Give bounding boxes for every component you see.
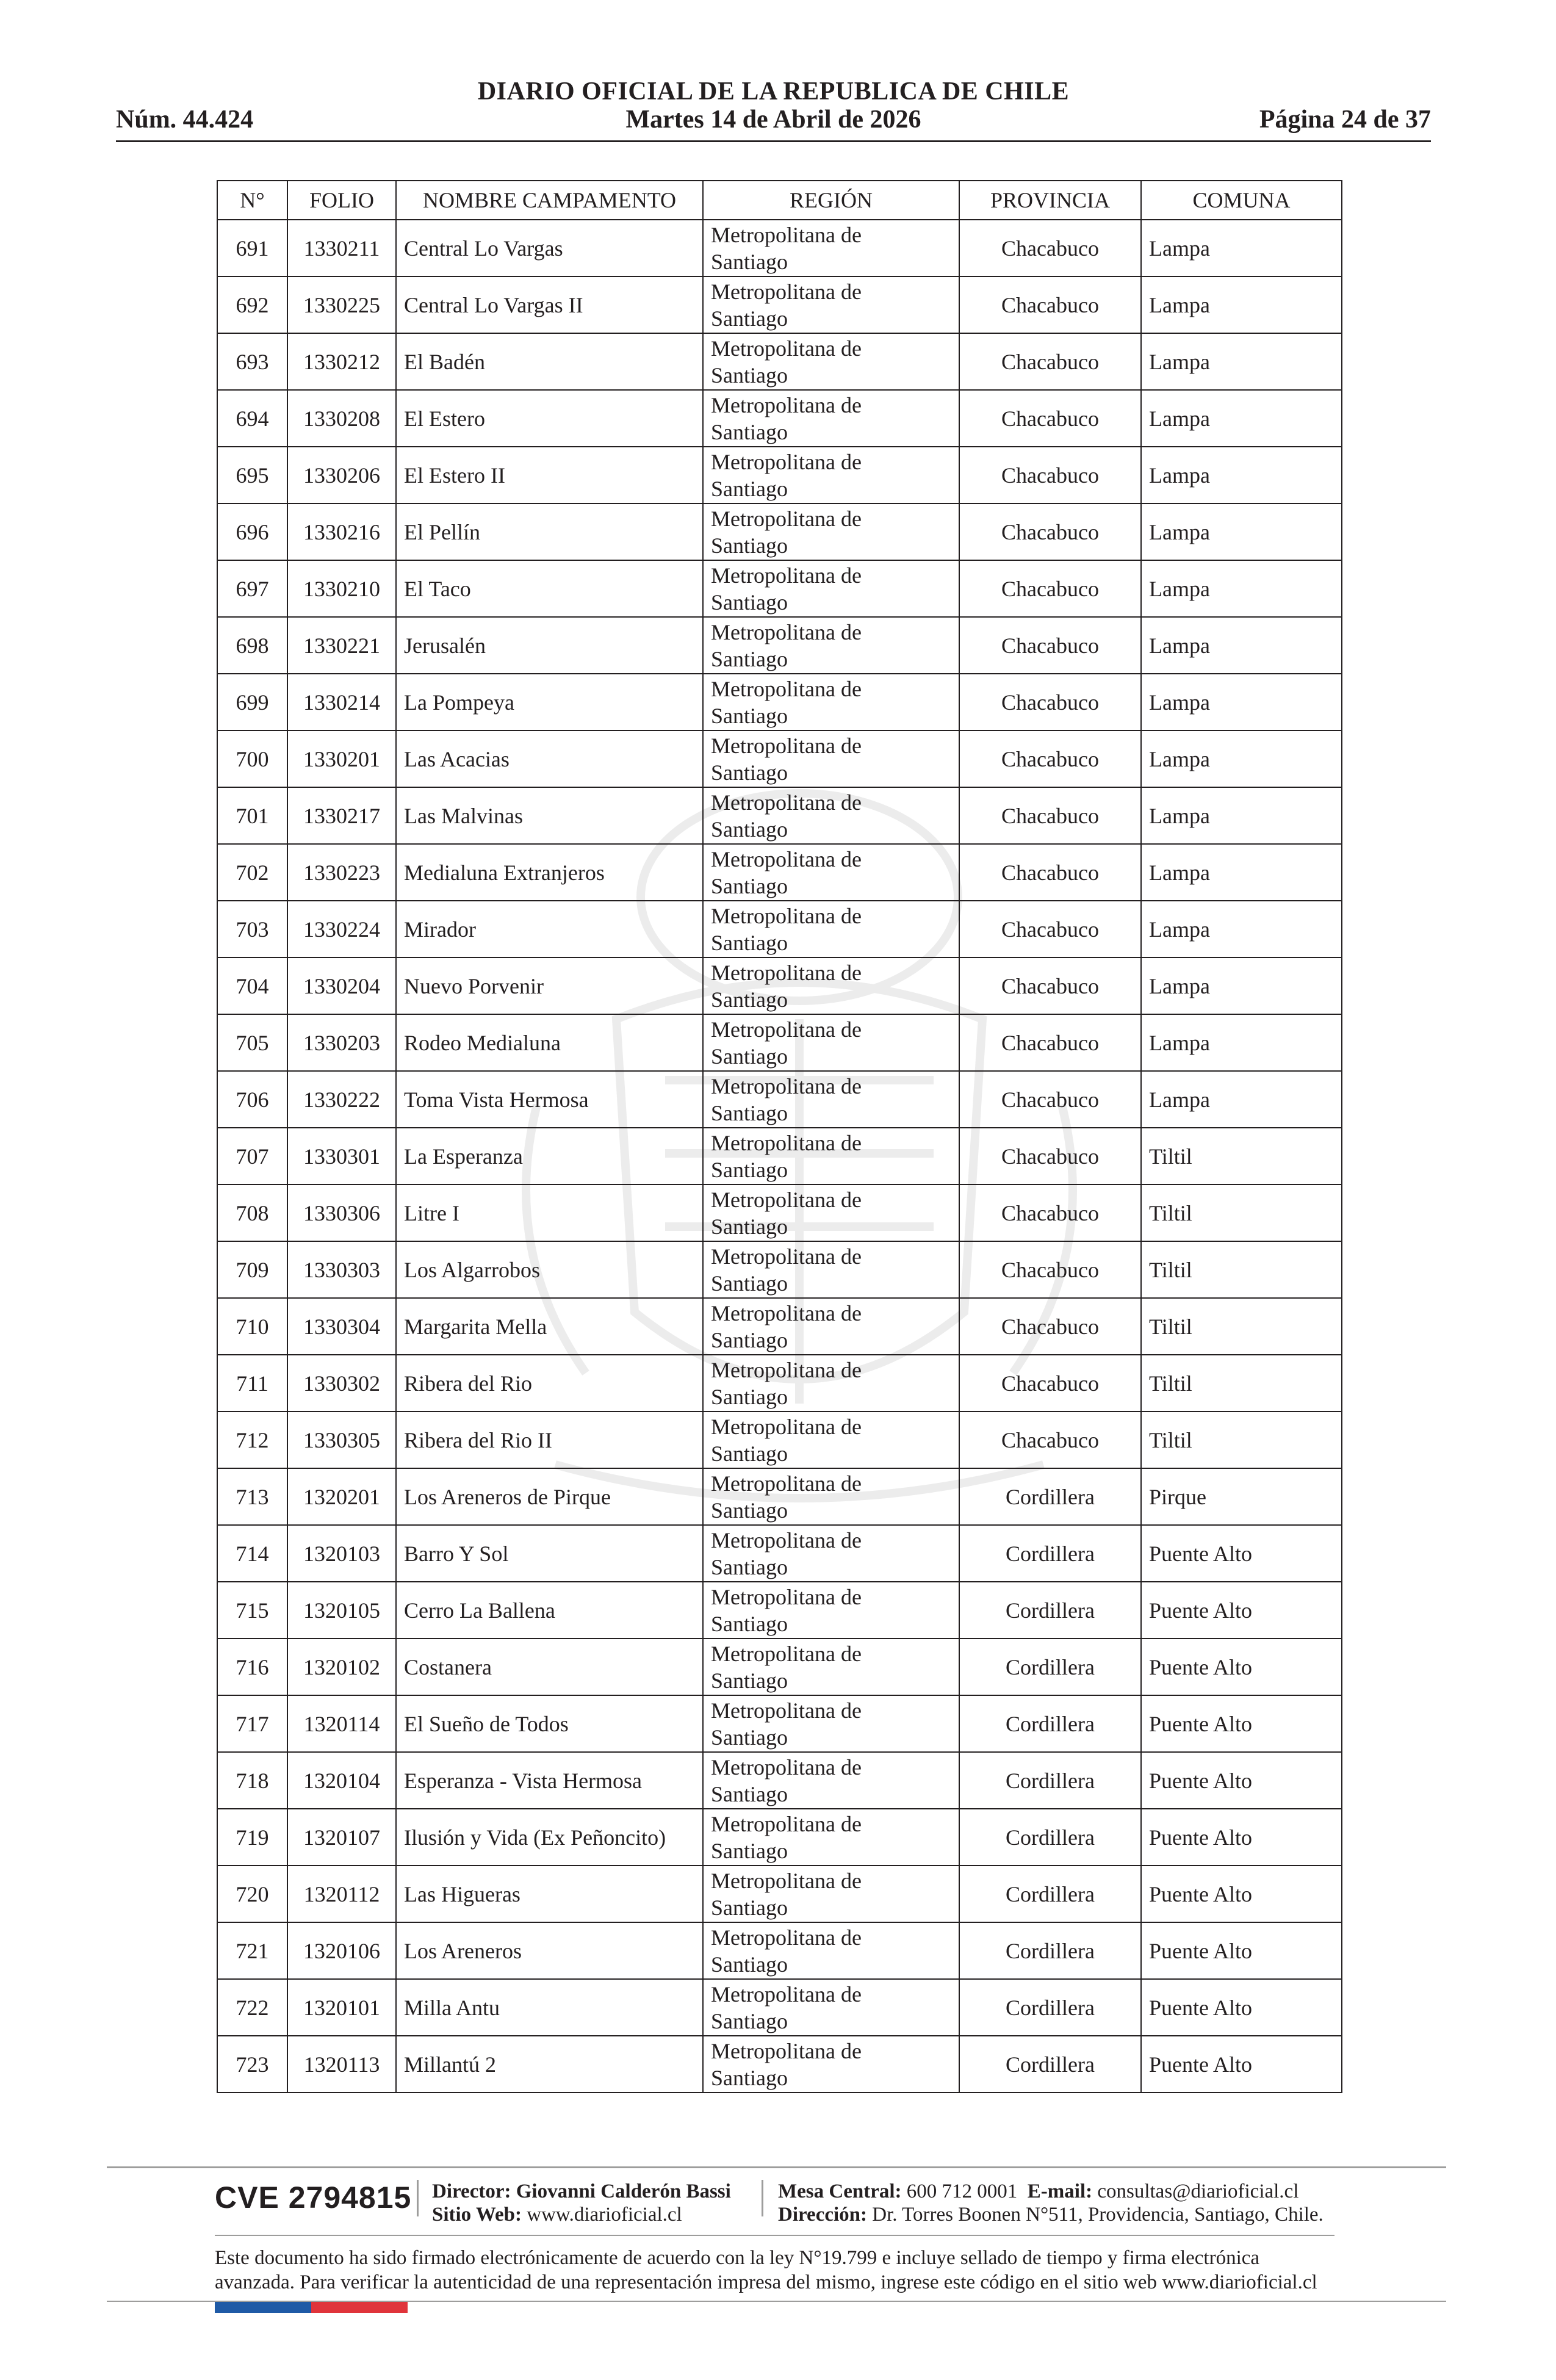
cell-comuna: Puente Alto <box>1141 1639 1342 1695</box>
cell-region: Metropolitana de Santiago <box>703 617 959 674</box>
cell-comuna: Puente Alto <box>1141 2036 1342 2093</box>
signature-notice-line: avanzada. Para verificar la autenticidad de una representación impresa del mismo, ingrese este código en el sitio web www.diarioficial.cl <box>215 2271 1317 2293</box>
cell-folio: 1320106 <box>287 1922 396 1979</box>
cell-region: Metropolitana de Santiago <box>703 1468 959 1525</box>
table-row <box>217 1639 1342 1695</box>
cell-comuna: Lampa <box>1141 560 1342 617</box>
cell-region: Metropolitana de Santiago <box>703 1128 959 1185</box>
footer-separator <box>762 2180 763 2216</box>
cell-province: Chacabuco <box>959 1128 1141 1185</box>
cell-comuna: Lampa <box>1141 617 1342 674</box>
cell-comuna: Lampa <box>1141 390 1342 447</box>
column-header-number: N° <box>217 181 287 220</box>
cell-province: Cordillera <box>959 1752 1141 1809</box>
table-row <box>217 390 1342 447</box>
table-row <box>217 1412 1342 1468</box>
cell-folio: 1330301 <box>287 1128 396 1185</box>
cell-province: Chacabuco <box>959 1298 1141 1355</box>
cell-folio: 1320113 <box>287 2036 396 2093</box>
cell-name: Mirador <box>396 901 703 957</box>
issue-number: Núm. 44.424 <box>116 106 254 134</box>
header-divider <box>116 140 1431 142</box>
phone-number: 600 712 0001 <box>906 2180 1018 2202</box>
cell-region: Metropolitana de Santiago <box>703 2036 959 2093</box>
cell-province: Cordillera <box>959 1979 1141 2036</box>
table-row <box>217 730 1342 787</box>
cell-name: El Estero <box>396 390 703 447</box>
cell-region: Metropolitana de Santiago <box>703 220 959 276</box>
cell-folio: 1330216 <box>287 503 396 560</box>
cell-folio: 1320105 <box>287 1582 396 1639</box>
cell-comuna: Puente Alto <box>1141 1582 1342 1639</box>
cell-number: 723 <box>217 2036 287 2093</box>
table-row <box>217 957 1342 1014</box>
cell-folio: 1330303 <box>287 1241 396 1298</box>
cell-region: Metropolitana de Santiago <box>703 730 959 787</box>
cell-comuna: Pirque <box>1141 1468 1342 1525</box>
cell-name: Medialuna Extranjeros <box>396 844 703 901</box>
cell-name: Toma Vista Hermosa <box>396 1071 703 1128</box>
cell-province: Chacabuco <box>959 1071 1141 1128</box>
cell-folio: 1330204 <box>287 957 396 1014</box>
column-header-folio: FOLIO <box>287 181 396 220</box>
footer-divider-mid <box>215 2235 1334 2236</box>
cell-folio: 1320112 <box>287 1866 396 1922</box>
cell-region: Metropolitana de Santiago <box>703 1752 959 1809</box>
cell-comuna: Tiltil <box>1141 1241 1342 1298</box>
cell-number: 709 <box>217 1241 287 1298</box>
cell-comuna: Tiltil <box>1141 1185 1342 1241</box>
cell-comuna: Tiltil <box>1141 1128 1342 1185</box>
cell-name: Las Higueras <box>396 1866 703 1922</box>
cell-name: Los Algarrobos <box>396 1241 703 1298</box>
cell-number: 698 <box>217 617 287 674</box>
cell-province: Cordillera <box>959 2036 1141 2093</box>
cell-name: Los Areneros de Pirque <box>396 1468 703 1525</box>
cell-comuna: Lampa <box>1141 276 1342 333</box>
cell-comuna: Lampa <box>1141 787 1342 844</box>
cell-region: Metropolitana de Santiago <box>703 901 959 957</box>
table-header-row <box>217 181 1342 220</box>
cell-province: Chacabuco <box>959 333 1141 390</box>
cell-region: Metropolitana de Santiago <box>703 1695 959 1752</box>
cell-province: Chacabuco <box>959 674 1141 730</box>
cell-comuna: Lampa <box>1141 901 1342 957</box>
table-row <box>217 787 1342 844</box>
cell-province: Cordillera <box>959 1922 1141 1979</box>
cell-region: Metropolitana de Santiago <box>703 390 959 447</box>
flag-stripe-red <box>311 2302 408 2313</box>
cell-number: 693 <box>217 333 287 390</box>
cell-name: Jerusalén <box>396 617 703 674</box>
cell-name: Margarita Mella <box>396 1298 703 1355</box>
web-label: Sitio Web: <box>432 2204 522 2226</box>
table-row <box>217 276 1342 333</box>
table-row <box>217 1298 1342 1355</box>
footer-divider-top <box>107 2166 1446 2168</box>
cell-name: Esperanza - Vista Hermosa <box>396 1752 703 1809</box>
cell-region: Metropolitana de Santiago <box>703 1922 959 1979</box>
table-row <box>217 560 1342 617</box>
mesa-label: Mesa Central: <box>778 2180 902 2202</box>
page-header <box>116 72 1431 145</box>
email-label: E-mail: <box>1027 2180 1093 2202</box>
cell-region: Metropolitana de Santiago <box>703 560 959 617</box>
cell-comuna: Tiltil <box>1141 1355 1342 1412</box>
cell-number: 713 <box>217 1468 287 1525</box>
cell-province: Chacabuco <box>959 560 1141 617</box>
table-row <box>217 1695 1342 1752</box>
cell-comuna: Lampa <box>1141 730 1342 787</box>
cell-number: 697 <box>217 560 287 617</box>
column-header-name: NOMBRE CAMPAMENTO <box>396 181 703 220</box>
cell-number: 716 <box>217 1639 287 1695</box>
cell-folio: 1330210 <box>287 560 396 617</box>
cell-folio: 1330201 <box>287 730 396 787</box>
cell-number: 702 <box>217 844 287 901</box>
cell-province: Chacabuco <box>959 1014 1141 1071</box>
cell-name: El Taco <box>396 560 703 617</box>
address-text: Dr. Torres Boonen N°511, Providencia, Santiago, Chile. <box>872 2204 1324 2226</box>
table-row <box>217 1582 1342 1639</box>
cell-name: Central Lo Vargas <box>396 220 703 276</box>
table-row <box>217 1809 1342 1866</box>
cell-region: Metropolitana de Santiago <box>703 1639 959 1695</box>
director-label: Director: <box>432 2180 511 2202</box>
cell-number: 714 <box>217 1525 287 1582</box>
cell-comuna: Lampa <box>1141 220 1342 276</box>
cell-region: Metropolitana de Santiago <box>703 1866 959 1922</box>
cell-comuna: Puente Alto <box>1141 1866 1342 1922</box>
cell-comuna: Lampa <box>1141 1071 1342 1128</box>
table-row <box>217 1185 1342 1241</box>
column-header-comuna: COMUNA <box>1141 181 1342 220</box>
cell-folio: 1330222 <box>287 1071 396 1128</box>
cell-province: Cordillera <box>959 1525 1141 1582</box>
table-row <box>217 2036 1342 2093</box>
cell-number: 717 <box>217 1695 287 1752</box>
cell-number: 721 <box>217 1922 287 1979</box>
cell-region: Metropolitana de Santiago <box>703 787 959 844</box>
cell-comuna: Tiltil <box>1141 1412 1342 1468</box>
cell-comuna: Lampa <box>1141 333 1342 390</box>
cell-folio: 1330306 <box>287 1185 396 1241</box>
cell-number: 700 <box>217 730 287 787</box>
cell-number: 719 <box>217 1809 287 1866</box>
table-row <box>217 1866 1342 1922</box>
footer-contact-block <box>778 2180 1324 2226</box>
cell-province: Chacabuco <box>959 503 1141 560</box>
cell-comuna: Tiltil <box>1141 1298 1342 1355</box>
cell-province: Chacabuco <box>959 447 1141 503</box>
publication-title: DIARIO OFICIAL DE LA REPUBLICA DE CHILE <box>477 78 1070 106</box>
issue-date: Martes 14 de Abril de 2026 <box>625 106 921 134</box>
cell-region: Metropolitana de Santiago <box>703 957 959 1014</box>
cell-comuna: Lampa <box>1141 957 1342 1014</box>
table-row <box>217 674 1342 730</box>
cell-region: Metropolitana de Santiago <box>703 1014 959 1071</box>
cell-name: El Sueño de Todos <box>396 1695 703 1752</box>
table-row <box>217 1468 1342 1525</box>
cell-number: 692 <box>217 276 287 333</box>
cell-province: Cordillera <box>959 1809 1141 1866</box>
cell-province: Chacabuco <box>959 1241 1141 1298</box>
cell-folio: 1320103 <box>287 1525 396 1582</box>
cell-folio: 1330221 <box>287 617 396 674</box>
cell-number: 706 <box>217 1071 287 1128</box>
cell-comuna: Puente Alto <box>1141 1922 1342 1979</box>
flag-stripe-blue <box>215 2302 311 2313</box>
cell-number: 701 <box>217 787 287 844</box>
cell-name: Cerro La Ballena <box>396 1582 703 1639</box>
table-row <box>217 1355 1342 1412</box>
cell-comuna: Lampa <box>1141 447 1342 503</box>
cell-region: Metropolitana de Santiago <box>703 503 959 560</box>
cell-folio: 1330211 <box>287 220 396 276</box>
table-row <box>217 1979 1342 2036</box>
cell-name: Los Areneros <box>396 1922 703 1979</box>
cell-name: El Pellín <box>396 503 703 560</box>
cell-region: Metropolitana de Santiago <box>703 1298 959 1355</box>
cell-folio: 1320114 <box>287 1695 396 1752</box>
cell-number: 704 <box>217 957 287 1014</box>
website-link[interactable]: www.diarioficial.cl <box>527 2204 682 2226</box>
cell-region: Metropolitana de Santiago <box>703 1071 959 1128</box>
table-row <box>217 503 1342 560</box>
cell-name: La Pompeya <box>396 674 703 730</box>
cell-province: Cordillera <box>959 1468 1141 1525</box>
cell-name: El Estero II <box>396 447 703 503</box>
cell-folio: 1330224 <box>287 901 396 957</box>
cell-region: Metropolitana de Santiago <box>703 333 959 390</box>
table-row <box>217 1014 1342 1071</box>
cell-province: Chacabuco <box>959 276 1141 333</box>
table-row <box>217 844 1342 901</box>
cell-province: Cordillera <box>959 1695 1141 1752</box>
cell-name: El Badén <box>396 333 703 390</box>
cell-number: 712 <box>217 1412 287 1468</box>
cell-comuna: Puente Alto <box>1141 1695 1342 1752</box>
cell-folio: 1320102 <box>287 1639 396 1695</box>
cell-name: Litre I <box>396 1185 703 1241</box>
cell-number: 707 <box>217 1128 287 1185</box>
cell-folio: 1320107 <box>287 1809 396 1866</box>
cell-name: Ilusión y Vida (Ex Peñoncito) <box>396 1809 703 1866</box>
cell-folio: 1330208 <box>287 390 396 447</box>
cell-region: Metropolitana de Santiago <box>703 674 959 730</box>
cell-name: La Esperanza <box>396 1128 703 1185</box>
cell-province: Chacabuco <box>959 844 1141 901</box>
cell-province: Chacabuco <box>959 1355 1141 1412</box>
cell-province: Cordillera <box>959 1639 1141 1695</box>
campamentos-table <box>217 180 1342 2093</box>
cell-number: 705 <box>217 1014 287 1071</box>
cell-folio: 1330206 <box>287 447 396 503</box>
email-link[interactable]: consultas@diarioficial.cl <box>1097 2180 1299 2202</box>
cell-name: Barro Y Sol <box>396 1525 703 1582</box>
table-row <box>217 220 1342 276</box>
table-row <box>217 1922 1342 1979</box>
cell-province: Chacabuco <box>959 787 1141 844</box>
cell-province: Chacabuco <box>959 390 1141 447</box>
cell-name: Las Acacias <box>396 730 703 787</box>
cell-name: Costanera <box>396 1639 703 1695</box>
cell-folio: 1330212 <box>287 333 396 390</box>
cell-comuna: Lampa <box>1141 503 1342 560</box>
cell-region: Metropolitana de Santiago <box>703 1525 959 1582</box>
cell-number: 695 <box>217 447 287 503</box>
cell-number: 699 <box>217 674 287 730</box>
cell-name: Milla Antu <box>396 1979 703 2036</box>
table-row <box>217 617 1342 674</box>
cell-province: Chacabuco <box>959 730 1141 787</box>
table-row <box>217 1241 1342 1298</box>
cell-number: 691 <box>217 220 287 276</box>
cell-name: Ribera del Rio <box>396 1355 703 1412</box>
table-row <box>217 1752 1342 1809</box>
cell-folio: 1330223 <box>287 844 396 901</box>
footer-separator <box>417 2180 419 2216</box>
cell-folio: 1320101 <box>287 1979 396 2036</box>
cell-number: 720 <box>217 1866 287 1922</box>
table-row <box>217 1071 1342 1128</box>
cell-folio: 1320104 <box>287 1752 396 1809</box>
cell-number: 710 <box>217 1298 287 1355</box>
address-label: Dirección: <box>778 2204 868 2226</box>
cell-comuna: Puente Alto <box>1141 1809 1342 1866</box>
cell-number: 696 <box>217 503 287 560</box>
table-row <box>217 447 1342 503</box>
cell-province: Cordillera <box>959 1582 1141 1639</box>
cell-number: 708 <box>217 1185 287 1241</box>
cell-number: 694 <box>217 390 287 447</box>
cell-folio: 1330214 <box>287 674 396 730</box>
cell-comuna: Puente Alto <box>1141 1525 1342 1582</box>
cell-folio: 1330302 <box>287 1355 396 1412</box>
cell-comuna: Lampa <box>1141 1014 1342 1071</box>
cell-folio: 1330203 <box>287 1014 396 1071</box>
signature-notice <box>215 2246 1374 2295</box>
cell-region: Metropolitana de Santiago <box>703 1809 959 1866</box>
cell-province: Chacabuco <box>959 1185 1141 1241</box>
cell-folio: 1330305 <box>287 1412 396 1468</box>
cell-comuna: Puente Alto <box>1141 1979 1342 2036</box>
cell-name: Central Lo Vargas II <box>396 276 703 333</box>
page-number: Página 24 de 37 <box>1259 106 1431 134</box>
column-header-province: PROVINCIA <box>959 181 1141 220</box>
cell-region: Metropolitana de Santiago <box>703 1185 959 1241</box>
cell-folio: 1330217 <box>287 787 396 844</box>
cell-comuna: Puente Alto <box>1141 1752 1342 1809</box>
footer-director-block <box>432 2180 731 2226</box>
table-row <box>217 901 1342 957</box>
cell-name: Millantú 2 <box>396 2036 703 2093</box>
cell-region: Metropolitana de Santiago <box>703 1412 959 1468</box>
cell-region: Metropolitana de Santiago <box>703 276 959 333</box>
cve-code: CVE 2794815 <box>215 2180 412 2215</box>
cell-province: Chacabuco <box>959 617 1141 674</box>
table-row <box>217 1525 1342 1582</box>
cell-folio: 1330225 <box>287 276 396 333</box>
signature-notice-line: Este documento ha sido firmado electrónicamente de acuerdo con la ley N°19.799 e incluye sellado de tiempo y firma electrónica <box>215 2247 1260 2269</box>
cell-number: 715 <box>217 1582 287 1639</box>
cell-province: Chacabuco <box>959 901 1141 957</box>
cell-province: Chacabuco <box>959 957 1141 1014</box>
cell-comuna: Lampa <box>1141 674 1342 730</box>
cell-folio: 1330304 <box>287 1298 396 1355</box>
table-row <box>217 1128 1342 1185</box>
cell-province: Chacabuco <box>959 220 1141 276</box>
cell-region: Metropolitana de Santiago <box>703 1355 959 1412</box>
cell-region: Metropolitana de Santiago <box>703 844 959 901</box>
cell-region: Metropolitana de Santiago <box>703 1241 959 1298</box>
cell-region: Metropolitana de Santiago <box>703 1979 959 2036</box>
cell-number: 703 <box>217 901 287 957</box>
cell-comuna: Lampa <box>1141 844 1342 901</box>
cell-name: Nuevo Porvenir <box>396 957 703 1014</box>
table-row <box>217 333 1342 390</box>
cell-name: Ribera del Rio II <box>396 1412 703 1468</box>
cell-number: 718 <box>217 1752 287 1809</box>
cell-name: Las Malvinas <box>396 787 703 844</box>
cell-folio: 1320201 <box>287 1468 396 1525</box>
cell-number: 711 <box>217 1355 287 1412</box>
cell-name: Rodeo Medialuna <box>396 1014 703 1071</box>
column-header-region: REGIÓN <box>703 181 959 220</box>
cell-province: Chacabuco <box>959 1412 1141 1468</box>
director-name: Giovanni Calderón Bassi <box>516 2180 731 2202</box>
cell-province: Cordillera <box>959 1866 1141 1922</box>
cell-region: Metropolitana de Santiago <box>703 447 959 503</box>
cell-number: 722 <box>217 1979 287 2036</box>
cell-region: Metropolitana de Santiago <box>703 1582 959 1639</box>
